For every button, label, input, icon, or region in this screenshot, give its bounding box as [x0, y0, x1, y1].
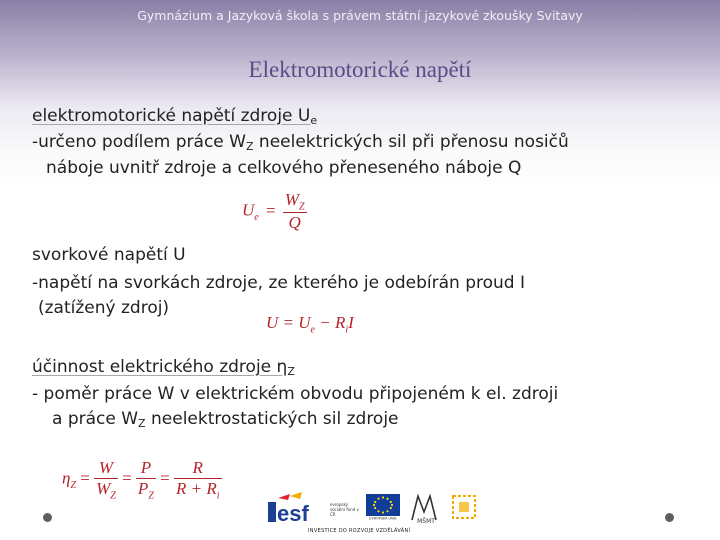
formula-tv-b: − R — [314, 313, 346, 332]
emf-line-1-pre: -určeno podílem práce W — [32, 132, 246, 152]
efficiency-line-2-post: neelektrostatických sil zdroje — [145, 409, 399, 429]
efficiency-heading-text: účinnost elektrického zdroje η — [32, 357, 288, 377]
op-logo — [450, 492, 480, 524]
school-header: Gymnázium a Jazyková škola s právem státní jazykové zkoušky Svitavy — [137, 8, 583, 23]
formula-tv-sub-a: e — [310, 324, 315, 336]
formula-eff-eq-1: = — [80, 468, 90, 488]
formula-efficiency — [62, 458, 222, 501]
eu-flag-icon — [366, 494, 400, 520]
formula-eff-f1-num: W — [94, 458, 118, 479]
efficiency-line-2 — [52, 409, 399, 430]
slide-title: Elektromotorické napětí — [248, 57, 472, 82]
formula-eff-f2-den-sub: Z — [148, 490, 154, 502]
right-bullet-dot — [665, 513, 674, 522]
formula-eff-eta-sub: Z — [70, 480, 76, 491]
formula-emf-den: Q — [288, 213, 301, 233]
emf-heading — [32, 106, 317, 127]
emf-line-2: náboje uvnitř zdroje a celkového přeneseného náboje Q — [46, 158, 522, 178]
eu-flag-text: EVROPSKÁ UNIE — [369, 516, 397, 520]
esf-logo — [268, 492, 330, 528]
efficiency-heading — [32, 357, 295, 378]
formula-eff-f2-den: P — [137, 479, 149, 498]
formula-emf-num: W — [284, 190, 299, 209]
formula-terminal-voltage — [266, 313, 354, 335]
formula-eff-eq-2: = — [122, 468, 132, 488]
esf-logo-small-text: evropský sociální fond v ČR — [330, 502, 359, 517]
formula-eff-frac-2 — [136, 458, 156, 501]
msmt-logo-text: MŠMT — [417, 518, 435, 524]
terminal-voltage-heading: svorkové napětí U — [32, 245, 186, 265]
formula-eff-eq-3: = — [160, 468, 170, 488]
formula-eff-f1-den: W — [96, 479, 111, 498]
formula-emf-eq: = — [265, 200, 276, 220]
terminal-voltage-line-2: (zatížený zdroj) — [38, 298, 170, 318]
formula-eff-f3-den: R + R — [175, 479, 217, 498]
efficiency-heading-sub: Z — [287, 365, 295, 378]
formula-eff-eta: η — [62, 468, 71, 488]
formula-eff-frac-3 — [174, 458, 222, 501]
footer-caption: INVESTICE DO ROZVOJE VZDĚLÁVÁNÍ — [308, 528, 411, 534]
emf-line-1 — [32, 132, 569, 153]
formula-eff-f1-den-sub: Z — [110, 490, 116, 502]
emf-line-1-sub: Z — [245, 140, 254, 153]
emf-line-1-post: neelektrických sil při přenosu nosičů — [253, 132, 569, 152]
formula-emf-fraction — [283, 190, 307, 233]
formula-eff-f3-den-sub: i — [216, 490, 220, 502]
formula-tv-sub-b: i — [345, 324, 349, 336]
emf-heading-text: elektromotorické napětí zdroje U — [32, 106, 311, 126]
formula-tv-c: I — [348, 313, 354, 332]
formula-emf-num-sub: Z — [299, 201, 305, 213]
efficiency-line-2-sub: Z — [138, 417, 146, 430]
efficiency-line-1: - poměr práce W v elektrickém obvodu připojeném k el. zdroji — [32, 384, 559, 404]
efficiency-line-2-pre: a práce W — [52, 409, 139, 429]
footer-logos — [268, 488, 488, 538]
msmt-logo — [408, 490, 444, 524]
esf-logo-text: esf — [277, 501, 309, 526]
formula-tv-a: U = U — [266, 313, 311, 332]
terminal-voltage-line-1: -napětí na svorkách zdroje, ze kterého je odebírán proud I — [32, 273, 526, 293]
formula-emf-lhs: U — [242, 200, 255, 220]
formula-eff-frac-1 — [94, 458, 118, 501]
formula-emf — [242, 190, 307, 233]
formula-emf-lhs-sub: e — [254, 212, 259, 223]
formula-eff-f3-num: R — [174, 458, 222, 479]
formula-eff-f2-num: P — [136, 458, 156, 479]
emf-heading-sub: e — [310, 114, 318, 127]
left-bullet-dot — [43, 513, 52, 522]
